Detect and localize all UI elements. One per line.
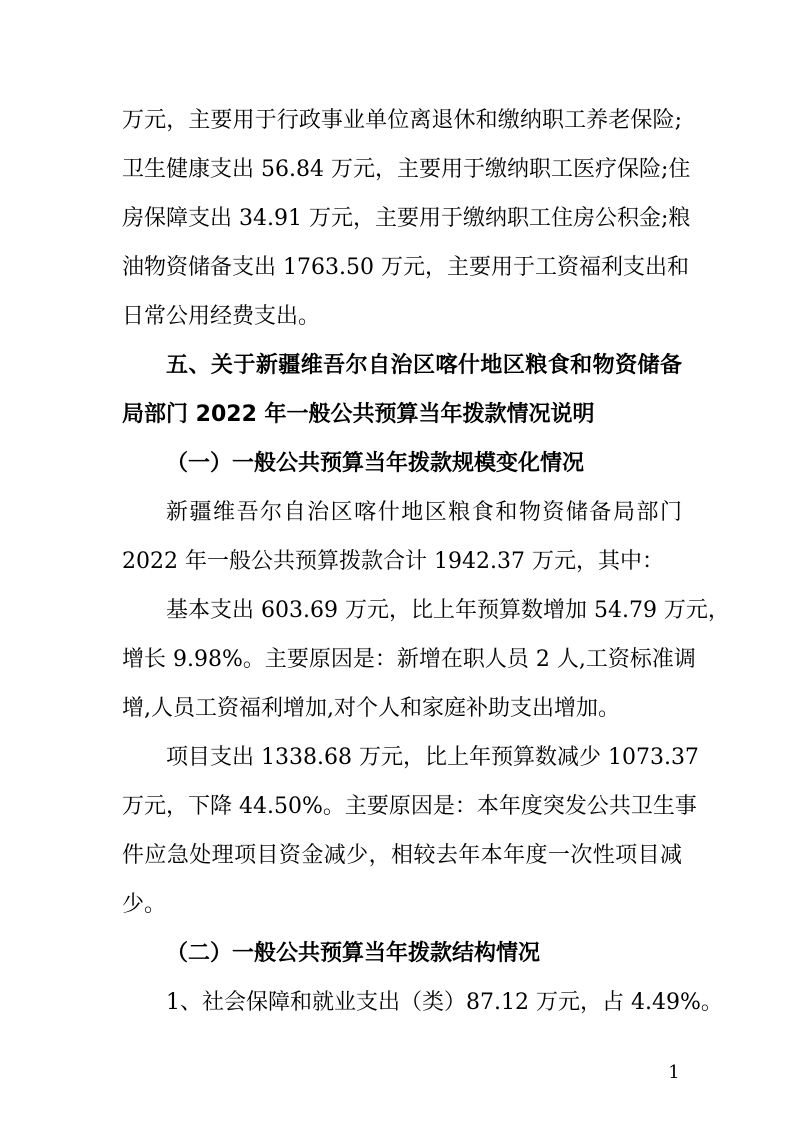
paragraph-line: 日常公用经费支出。 — [122, 304, 321, 329]
subsection-heading: （二）一般公共预算当年拨款结构情况 — [166, 941, 541, 966]
paragraph-line: 卫生健康支出 56.84 万元，主要用于缴纳职工医疗保险;住 — [122, 157, 691, 182]
paragraph-line: 新疆维吾尔自治区喀什地区粮食和物资储备局部门 — [166, 500, 682, 525]
paragraph-line: 房保障支出 34.91 万元，主要用于缴纳职工住房公积金;粮 — [122, 206, 691, 231]
paragraph-line: 件应急处理项目资金减少，相较去年本年度一次性项目减 — [122, 843, 682, 868]
paragraph-line: 万元，主要用于行政事业单位离退休和缴纳职工养老保险; — [122, 108, 682, 133]
paragraph-line: 少。 — [122, 892, 167, 917]
paragraph-line: 基本支出 603.69 万元，比上年预算数增加 54.79 万元， — [166, 598, 730, 623]
paragraph-line: 项目支出 1338.68 万元，比上年预算数减少 1073.37 — [166, 745, 699, 770]
paragraph-line: 2022 年一般公共预算拨款合计 1942.37 万元，其中： — [122, 549, 664, 574]
paragraph-line: 增,人员工资福利增加,对个人和家庭补助支出增加。 — [122, 696, 620, 721]
paragraph-line: 增长 9.98%。主要原因是：新增在职人员 2 人,工资标准调 — [122, 647, 696, 672]
subsection-heading: （一）一般公共预算当年拨款规模变化情况 — [166, 451, 585, 476]
section-heading: 五、关于新疆维吾尔自治区喀什地区粮食和物资储备 — [166, 353, 682, 378]
paragraph-line: 1、社会保障和就业支出（类）87.12 万元，占 4.49%。 — [166, 990, 723, 1015]
page-number: 1 — [668, 1062, 680, 1083]
section-heading: 局部门 2022 年一般公共预算当年拨款情况说明 — [122, 402, 595, 427]
paragraph-line: 万元，下降 44.50%。主要原因是：本年度突发公共卫生事 — [122, 794, 697, 819]
paragraph-line: 油物资储备支出 1763.50 万元，主要用于工资福利支出和 — [122, 255, 689, 280]
